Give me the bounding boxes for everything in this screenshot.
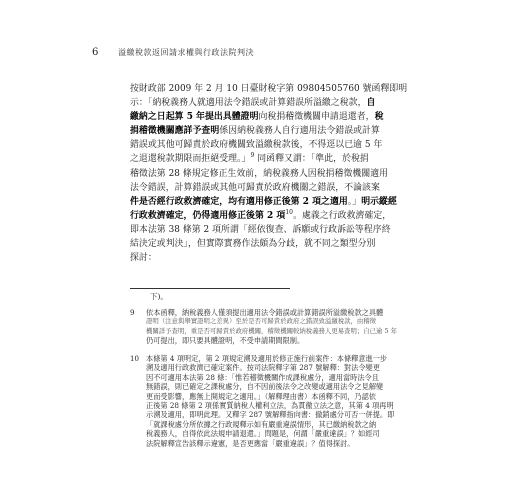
- body-line: [130, 251, 425, 265]
- footnote-reference: 10: [285, 208, 294, 216]
- body-line: [130, 96, 425, 110]
- footnote-continuation: 下)。: [150, 292, 168, 301]
- text-segment: 即本法第 38 條第 2 項所謂「經依復查、訴願或行政訴訟等程序終: [130, 224, 391, 235]
- text-segment: 探討：: [130, 253, 157, 264]
- running-title: 溢繳稅款返回請求權與行政法院判決: [118, 48, 254, 57]
- body-line: [130, 209, 425, 223]
- text-segment: 法令錯誤，計算錯誤或其他可歸責於政府機關之錯誤，不論該案: [130, 182, 380, 193]
- footnote-line: 因不可適用本法第 28 條：「惟若稽徵機關作成課稅處分，適用當時法令且: [146, 372, 379, 382]
- footnote-line: 本條第 4 項明定，第 2 項規定溯及適用於修正施行前案件：本條釋意進一步: [146, 354, 388, 363]
- text-segment: 向稅捐稽徵機關申請退還者，: [258, 112, 375, 123]
- footnote-number: 10: [130, 355, 139, 363]
- footnote-line: 稅義務人，自得依此法規申請退還。」問題是，何謂「嚴重違誤」？如經司: [146, 429, 380, 439]
- footnote-line: 溯及適用行政救濟已確定案件。按司法院釋字第 287 號解釋：對法令變更: [146, 363, 380, 373]
- footnote-divider: [130, 288, 290, 289]
- bold-emphasis: 繳納之日起算 5 年提出具體證明: [130, 112, 259, 123]
- footnote-line: 「就課稅處分所依據之行政規釋示如有嚴重違誤情形，其已繳納稅款之納: [146, 419, 377, 429]
- bold-emphasis: 捐稽徵機關應詳予查明: [130, 126, 220, 137]
- text-segment: 按財政部 2009 年 2 月 10 日臺財稅字第 09804505760 號函釋即明: [130, 84, 408, 94]
- bold-emphasis: 行政救濟確定，仍得適用修正後第 2 項: [130, 210, 286, 221]
- text-segment: 之退還稅款期限而拒絕受理。」: [130, 154, 251, 165]
- text-segment: 係因納稅義務人自行適用法令錯誤或計算: [219, 126, 380, 137]
- page-number: 6: [92, 47, 99, 58]
- body-line: [130, 152, 425, 166]
- body-line: [130, 110, 425, 124]
- footnote-line: 示溯及適用，即明此理。又釋字 287 號解釋指向書：撤銷處分可否一併提。即: [146, 410, 395, 420]
- footnote-body: [146, 308, 428, 346]
- footnote-line: 依本函釋，納稅義務人僅須提出適用法令錯誤或計算錯誤所溢繳稅款之具體: [146, 308, 384, 317]
- body-line: [130, 124, 425, 138]
- body-line: [130, 167, 425, 181]
- bold-emphasis: 明示縱經: [361, 196, 397, 207]
- footnote-line: 無錯誤，則已確定之課稅處分，自不因前後法令之改變或適用法令之見解變: [146, 382, 384, 392]
- body-line: [130, 82, 425, 96]
- footnote-line: 法院解釋宣告該釋示違憲，是否更應當「嚴重違誤」？值得探討。: [146, 438, 355, 448]
- body-line: [130, 195, 425, 209]
- bold-emphasis: 自: [366, 98, 376, 109]
- footnote-line: 證明（注意與舉實證明之差異）至於是否可歸責於政府之錯誤致溢繳稅款，由稽徵: [146, 317, 377, 326]
- main-paragraph: [130, 82, 425, 265]
- body-line: [130, 181, 425, 195]
- text-segment: 同函釋又謂：「準此，於稅捐: [254, 154, 369, 165]
- text-segment: 錯誤或其他可歸責於政府機關致溢繳稅款後，不得逕以已逾 5 年: [130, 140, 383, 151]
- footnote-line: 仍可提出，即只要具體證明，不受申請期間限制。: [146, 336, 305, 346]
- footnote-line: 正後第 28 條第 2 項係實質納稅人權利立法，為貫徹立法之意，其第 4 項再明: [146, 401, 394, 411]
- footnote-number: 9: [130, 309, 135, 317]
- bold-emphasis: 稅: [374, 112, 384, 123]
- body-line: [130, 223, 425, 237]
- text-segment: 示：「納稅義務人就適用法令錯誤或計算錯誤所溢繳之稅款，: [130, 98, 367, 109]
- text-segment: 結決定或判決」，但實際實務作法頗為分歧，就不同之類型分別: [130, 239, 376, 250]
- footnote-body: [146, 354, 428, 448]
- text-segment: 。」: [347, 196, 362, 207]
- body-line: [130, 237, 425, 251]
- text-segment: 稽徵法第 28 條規定修正生效前，納稅義務人因稅捐稽徵機關適用: [130, 168, 389, 179]
- footnote-reference: 9: [250, 152, 255, 160]
- footnote-line: 更而受影響，應無上開規定之適用。」（解釋理由書）本函釋不同，乃認依: [146, 391, 376, 401]
- page-header: [92, 47, 422, 59]
- body-line: [130, 138, 425, 152]
- bold-emphasis: 是否經行政救濟確定，均有適用修正後第 2 項之適用: [138, 196, 348, 207]
- bold-emphasis: 件: [130, 196, 139, 207]
- text-segment: 。處義之行政救濟確定，: [293, 210, 392, 221]
- footnote-line: 機關詳予查明，重是否可歸責於政府機關，稽徵機關較納稅義務人更易查明；自已逾 5 年: [146, 326, 397, 335]
